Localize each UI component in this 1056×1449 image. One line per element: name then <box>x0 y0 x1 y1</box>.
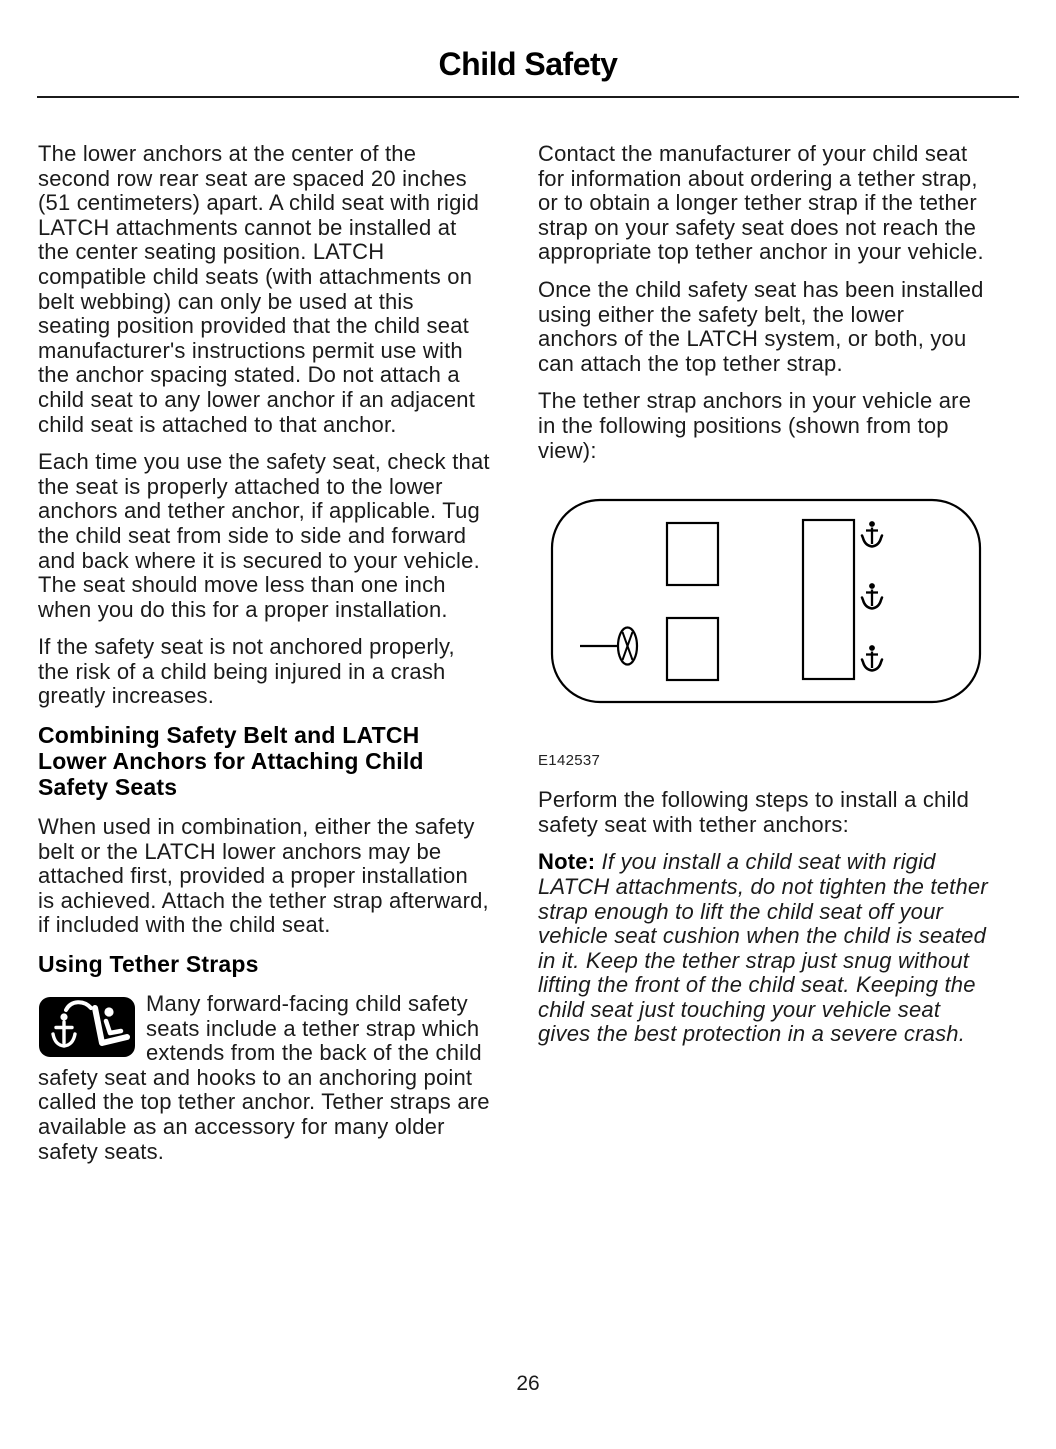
left-column <box>38 142 494 1164</box>
section-heading-tether-straps: Using Tether Straps <box>38 951 259 978</box>
body-paragraph: If the safety seat is not anchored properly, the risk of a child being injured in a crash greatly increases. <box>38 634 455 709</box>
two-column-layout <box>0 98 1056 1164</box>
figure-caption: E142537 <box>538 752 601 770</box>
body-paragraph: When used in combination, either the safety belt or the LATCH lower anchors may be attached first, provided a proper installation is achieved. Attach the tether strap afterward, if included with the child seat. <box>38 814 489 938</box>
steering-wheel-icon <box>580 628 637 665</box>
vehicle-top-view-diagram <box>538 491 994 706</box>
front-seat-rect <box>667 618 718 680</box>
vehicle-outline <box>552 500 980 702</box>
note-label: Note: <box>538 849 596 875</box>
right-column <box>538 142 994 1164</box>
rear-bench-seat-rect <box>803 520 854 679</box>
body-paragraph: Perform the following steps to install a child safety seat with tether anchors: <box>538 787 970 837</box>
body-paragraph: Many forward-facing child safety seats include a tether strap which extends from the back of the child safety seat and hooks to an anchoring point called the top tether anchor. Tether straps are available as an accessory for many older safety seats. <box>38 991 490 1164</box>
body-paragraph: Once the child safety seat has been installed using either the safety belt, the lower anchors of the LATCH system, or both, you can attach the top tether strap. <box>538 276 984 376</box>
body-paragraph: The tether strap anchors in your vehicle are in the following positions (shown from top view): <box>538 388 972 463</box>
body-paragraph: The lower anchors at the center of the second row rear seat are spaced 20 inches (51 centimeters) apart. A child seat with rigid LATCH attachments cannot be installed at the center seating position. LATCH compatible child seats (with attachments on belt webbing) can only be used at this seating position provided that the child seat manufacturer's instructions permit use with the anchor spacing stated. Do not attach a child seat to any lower anchor if an adjacent child seat is attached to that anchor. <box>38 141 480 437</box>
note-paragraph <box>538 850 990 1047</box>
tether-strap-anchor-icon <box>38 996 136 1058</box>
page-header <box>0 0 1056 98</box>
tether-anchor-locations-figure <box>538 491 994 769</box>
body-paragraph: Each time you use the safety seat, check that the seat is properly attached to the lower anchors and tether anchor, if applicable. Tug the child seat from side to side and forward and back where it is secured to your vehicle. The seat should move less than one inch when you do this for a proper installation. <box>38 449 490 622</box>
section-heading-combining: Combining Safety Belt and LATCH Lower Anchors for Attaching Child Safety Seats <box>38 722 424 801</box>
note-text: If you install a child seat with rigid LATCH attachments, do not tighten the tether strap enough to lift the child seat off your vehicle seat cushion when the child is seated in it. Keep the tether strap just snug without lifting the front of the child seat. Keeping the child seat just touching your vehicle seat gives the best protection in a severe crash. <box>538 849 988 1047</box>
page-number: 26 <box>516 1372 540 1395</box>
page-title: Child Safety <box>438 46 618 82</box>
body-paragraph: Contact the manufacturer of your child seat for information about ordering a tether strap, or to obtain a longer tether strap if the tether strap on your safety seat does not reach the appropriate top tether anchor in your vehicle. <box>538 141 984 265</box>
tether-strap-paragraph <box>38 992 490 1164</box>
front-seat-rect <box>667 523 718 585</box>
